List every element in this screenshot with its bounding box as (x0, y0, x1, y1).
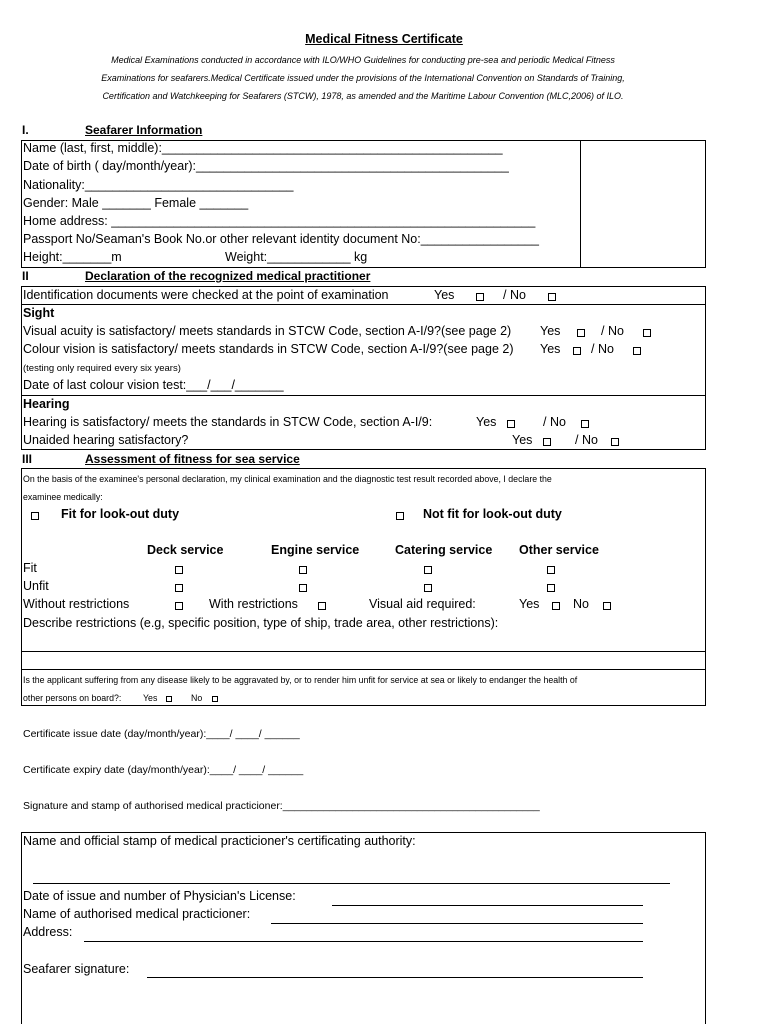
id-docs-question: Identification documents were checked at the point of examination (23, 288, 389, 302)
colour-vision-question: Colour vision is satisfactory/ meets standards in STCW Code, section A-I/9?(see page 2) (23, 342, 514, 356)
intro-line-3: Certification and Watchkeeping for Seafarers (STCW), 1978, as amended and the Maritime Labour Convention (MLC,2006) of ILO. (102, 91, 624, 101)
describe-restrictions-label: Describe restrictions (e.g, specific position, type of ship, trade area, other restrictions): (23, 616, 499, 630)
section-1-heading: Seafarer Information (85, 123, 203, 137)
visual-aid-yes-checkbox[interactable] (552, 602, 560, 610)
hearing-question: Hearing is satisfactory/ meets the standards in STCW Code, section A-I/9: (23, 415, 433, 429)
hearing-yes-label: Yes (476, 415, 497, 429)
visual-acuity-question: Visual acuity is satisfactory/ meets standards in STCW Code, section A-I/9?(see page 2) (23, 324, 512, 338)
address-label: Address: (23, 925, 73, 939)
seafarer-signature-label: Seafarer signature: (23, 962, 130, 976)
section-3-heading: Assessment of fitness for sea service (85, 452, 300, 466)
fit-lookout-checkbox[interactable] (31, 512, 39, 520)
height-field[interactable]: Height:_______m (23, 250, 122, 264)
disease-question-2: other persons on board?: (23, 693, 122, 703)
unfit-other-checkbox[interactable] (547, 584, 555, 592)
with-restrictions-label: With restrictions (209, 597, 298, 611)
unfit-catering-checkbox[interactable] (424, 584, 432, 592)
hearing-no-checkbox[interactable] (581, 420, 589, 428)
disease-question-1: Is the applicant suffering from any disease likely to be aggravated by, or to render him unfit for service at sea or likely to endanger the health of (23, 675, 578, 685)
unaided-hearing-question: Unaided hearing satisfactory? (23, 433, 189, 447)
divider (21, 669, 706, 670)
colour-no-checkbox[interactable] (633, 347, 641, 355)
divider (21, 395, 706, 396)
hearing-yes-checkbox[interactable] (507, 420, 515, 428)
section-3-number: III (22, 452, 33, 466)
photo-area-divider (580, 140, 581, 268)
section-2-number: II (22, 269, 29, 283)
id-docs-no-label: / No (503, 288, 526, 302)
col-catering-service: Catering service (395, 543, 493, 557)
not-fit-lookout-label: Not fit for look-out duty (423, 507, 562, 521)
divider (21, 651, 706, 652)
without-restrictions-label: Without restrictions (23, 597, 130, 611)
intro-line-1: Medical Examinations conducted in accordance with ILO/WHO Guidelines for conducting pre-sea and periodic Medical Fitness (111, 55, 615, 65)
disease-no-label: No (191, 693, 203, 703)
unfit-engine-checkbox[interactable] (299, 584, 307, 592)
address-line[interactable] (84, 941, 643, 942)
authority-box (21, 832, 706, 1024)
row-unfit-label: Unfit (23, 579, 49, 593)
weight-field[interactable]: Weight:____________ kg (225, 250, 368, 264)
fit-lookout-label: Fit for look-out duty (61, 507, 180, 521)
fit-catering-checkbox[interactable] (424, 566, 432, 574)
disease-yes-label: Yes (143, 693, 158, 703)
colour-yes-checkbox[interactable] (573, 347, 581, 355)
row-fit-label: Fit (23, 561, 37, 575)
dob-field[interactable]: Date of birth ( day/month/year):_____________________________________________ (23, 159, 509, 173)
id-docs-no-checkbox[interactable] (548, 293, 556, 301)
unaided-no-checkbox[interactable] (611, 438, 619, 446)
testing-note: (testing only required every six years) (23, 363, 181, 374)
signature-field[interactable]: Signature and stamp of authorised medical practicioner:____________________________________________ (23, 800, 540, 812)
basis-text-2: examinee medically: (23, 492, 103, 502)
home-address-field[interactable]: Home address: _____________________________________________________________ (23, 214, 536, 228)
disease-yes-checkbox[interactable] (166, 696, 172, 702)
hearing-no-label: / No (543, 415, 566, 429)
visual-aid-yes-label: Yes (519, 597, 540, 611)
visual-no-label: / No (601, 324, 624, 338)
unfit-deck-checkbox[interactable] (175, 584, 183, 592)
id-docs-yes-checkbox[interactable] (476, 293, 484, 301)
unaided-yes-checkbox[interactable] (543, 438, 551, 446)
page-title: Medical Fitness Certificate (305, 32, 463, 46)
expiry-date-field[interactable]: Certificate expiry date (day/month/year):____/ ____/ ______ (23, 764, 304, 776)
sight-heading: Sight (23, 306, 55, 320)
fit-engine-checkbox[interactable] (299, 566, 307, 574)
section-2-heading: Declaration of the recognized medical practitioner (85, 269, 371, 283)
visual-no-checkbox[interactable] (643, 329, 651, 337)
unaided-no-label: / No (575, 433, 598, 447)
disease-no-checkbox[interactable] (212, 696, 218, 702)
col-other-service: Other service (519, 543, 599, 557)
passport-field[interactable]: Passport No/Seaman's Book No.or other relevant identity document No:_________________ (23, 232, 539, 246)
colour-yes-label: Yes (540, 342, 561, 356)
visual-yes-checkbox[interactable] (577, 329, 585, 337)
assessment-box (21, 468, 706, 706)
license-label: Date of issue and number of Physician's License: (23, 889, 296, 903)
section-1-number: I. (22, 123, 29, 137)
visual-aid-no-label: No (573, 597, 589, 611)
colour-no-label: / No (591, 342, 614, 356)
fit-deck-checkbox[interactable] (175, 566, 183, 574)
with-restrictions-checkbox[interactable] (318, 602, 326, 610)
visual-aid-no-checkbox[interactable] (603, 602, 611, 610)
nationality-field[interactable]: Nationality:______________________________ (23, 178, 294, 192)
unaided-yes-label: Yes (512, 433, 533, 447)
col-engine-service: Engine service (271, 543, 360, 557)
issue-date-field[interactable]: Certificate issue date (day/month/year):____/ ____/ ______ (23, 728, 300, 740)
auth-name-line[interactable] (271, 923, 643, 924)
fit-other-checkbox[interactable] (547, 566, 555, 574)
basis-text-1: On the basis of the examinee's personal declaration, my clinical examination and the diagnostic test result recorded above, I declare the (23, 474, 552, 484)
visual-aid-label: Visual aid required: (369, 597, 476, 611)
auth-name-label: Name of authorised medical practicioner: (23, 907, 251, 921)
gender-field[interactable]: Gender: Male _______ Female _______ (23, 196, 249, 210)
license-line[interactable] (332, 905, 643, 906)
authority-line[interactable] (33, 883, 670, 884)
col-deck-service: Deck service (147, 543, 224, 557)
seafarer-signature-line[interactable] (147, 977, 643, 978)
id-docs-yes-label: Yes (434, 288, 455, 302)
divider (21, 304, 706, 305)
intro-line-2: Examinations for seafarers.Medical Certificate issued under the provisions of the International Convention on Standards of Training, (101, 73, 625, 83)
last-colour-test-field[interactable]: Date of last colour vision test:___/___/_______ (23, 378, 284, 392)
not-fit-lookout-checkbox[interactable] (396, 512, 404, 520)
authority-label: Name and official stamp of medical practicioner's certificating authority: (23, 834, 416, 848)
hearing-heading: Hearing (23, 397, 70, 411)
without-restrictions-checkbox[interactable] (175, 602, 183, 610)
name-field[interactable]: Name (last, first, middle):_________________________________________________ (23, 141, 503, 155)
visual-yes-label: Yes (540, 324, 561, 338)
